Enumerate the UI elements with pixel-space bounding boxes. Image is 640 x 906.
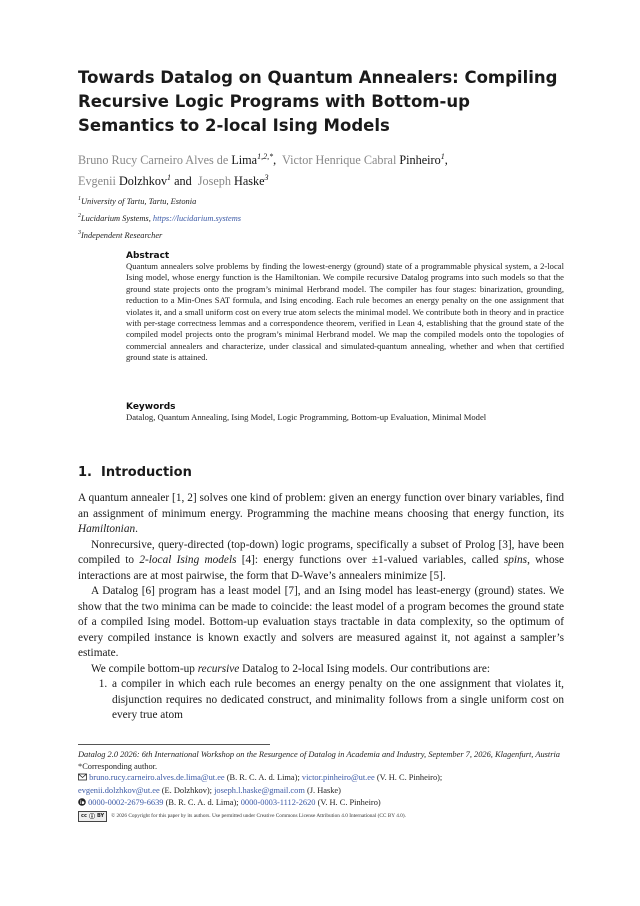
author-last: Haske	[234, 174, 265, 189]
orcid-link[interactable]: 0000-0002-2679-6639	[88, 797, 164, 807]
corresponding-note: *Corresponding author.	[78, 761, 158, 771]
abstract-heading: Abstract	[126, 251, 170, 261]
email-link[interactable]: evgenii.dolzhkov@ut.ee	[78, 786, 160, 796]
email-link[interactable]: joseph.l.haske@gmail.com	[214, 786, 305, 796]
email-owner: (J. Haske)	[306, 786, 341, 796]
emphasis: 2-local Ising models	[139, 554, 237, 566]
orcid-icon	[78, 798, 86, 810]
text-run: Datalog to 2-local Ising models. Our contributions are:	[239, 662, 490, 675]
comma: ,	[444, 153, 448, 168]
author-list	[78, 148, 578, 190]
affil-text: Independent Researcher	[81, 230, 163, 240]
paragraph: A Datalog [6] program has a least model [7], and an Ising model has least-energy (ground) states. We show that the two minima can be made to coincide: the least model of a program becomes the ground state of a compiled Ising model. Bottom-up evaluation stays tractable in data complexity, so the optimum of every compiled instance is known exactly and solvers are measured against it, not against a sampler’s estimate.	[78, 585, 564, 659]
email-link[interactable]: bruno.rucy.carneiro.alves.de.lima@ut.ee	[89, 773, 225, 783]
text-run: Nonrecursive, query-directed (top-down) logic programs, specifically a subset of Prolog [3], have been compiled to	[78, 538, 564, 566]
orcid-link[interactable]: 0000-0003-1112-2620	[240, 797, 316, 807]
author-first: Joseph	[197, 174, 231, 189]
orcid-owner: (V. H. C. Pinheiro)	[317, 797, 381, 807]
email-link[interactable]: victor.pinheiro@ut.ee	[301, 773, 375, 783]
comma: ,	[273, 153, 277, 168]
and-word: and	[174, 174, 192, 189]
email-owner: (E. Dolzhkov);	[161, 786, 213, 796]
license-line	[78, 811, 568, 823]
author-sup: 1,2,*	[257, 152, 274, 161]
author-sup: 1	[167, 173, 172, 183]
section-body	[78, 491, 564, 724]
conference-note: Datalog 2.0 2026: 6th International Workshop on the Resurgence of Datalog in Academia and Industry, September 7, 2026, Klagenfurt, Austria	[78, 750, 560, 759]
by-mark: BY	[96, 812, 105, 819]
section-title: Introduction	[101, 465, 192, 480]
affil-sup: 3	[78, 229, 81, 236]
orcid-owner: (B. R. C. A. d. Lima);	[165, 797, 239, 807]
section-heading	[78, 465, 192, 480]
orcid-line	[78, 797, 568, 810]
contribution-list	[78, 677, 564, 724]
keywords-section	[126, 402, 564, 423]
affil-url-link[interactable]: https://lucidarium.systems	[152, 213, 242, 223]
author-sup: 1	[440, 152, 445, 161]
affiliation-item	[78, 192, 578, 209]
affil-text: University of Tartu, Tartu, Estonia	[81, 196, 197, 206]
author-first: Bruno Rucy Carneiro Alves de	[78, 153, 229, 168]
affil-sup: 2	[78, 212, 81, 219]
license-text: © 2026 Copyright for this paper by its authors. Use permitted under Creative Commons License Attribution 4.0 International (CC BY 4.0).	[111, 812, 406, 819]
author-last: Dolzhkov	[118, 174, 168, 189]
paragraph	[78, 538, 564, 585]
paragraph	[78, 662, 564, 678]
affiliations	[78, 192, 578, 242]
person-icon	[89, 813, 95, 819]
author-sup: 3	[264, 173, 269, 183]
email-line	[78, 772, 568, 796]
emphasis: Hamiltonian	[78, 523, 136, 535]
paragraph	[78, 491, 564, 538]
author-last: Lima	[231, 153, 258, 168]
keywords-heading: Keywords	[126, 402, 176, 412]
footnotes	[78, 749, 568, 822]
abstract-section	[126, 251, 564, 364]
text-run: .	[135, 523, 138, 535]
text-run: A quantum annealer [1, 2] solves one kind of problem: given an energy function over binary variables, find an assignment of minimum energy. Programming the machine means choosing that energy function, its	[78, 492, 564, 520]
footnote-rule	[78, 744, 270, 745]
author-last: Pinheiro	[399, 153, 441, 168]
email-owner: (B. R. C. A. d. Lima);	[226, 773, 300, 783]
email-owner: (V. H. C. Pinheiro);	[376, 773, 443, 783]
cc-mark: cc	[81, 812, 87, 819]
text-run: We compile bottom-up	[91, 662, 198, 675]
affil-text: Lucidarium Systems,	[81, 213, 151, 223]
cc-by-badge[interactable]	[78, 811, 107, 822]
section-number: 1.	[78, 465, 92, 480]
text-run: , whose interactions are at most pairwise, the form that D-Wave’s annealers minimize [5].	[78, 554, 565, 582]
author-first: Evgenii	[78, 174, 116, 189]
author-first: Victor Henrique Cabral	[282, 153, 397, 168]
emphasis: recursive	[197, 662, 240, 675]
affil-sup: 1	[78, 196, 81, 202]
text-run: [4]: energy functions over ±1-valued variables, called	[236, 554, 504, 566]
paper-title: Towards Datalog on Quantum Annealers: Compiling Recursive Logic Programs with Bottom-up Semantics to 2-local Ising Models	[78, 68, 558, 135]
keywords-text: Datalog, Quantum Annealing, Ising Model, Logic Programming, Bottom-up Evaluation, Minimal Model	[126, 412, 487, 422]
envelope-icon	[78, 773, 87, 785]
emphasis: spins	[503, 554, 528, 566]
abstract-text: Quantum annealers solve problems by finding the lowest-energy (ground) state of a programmable physical system, a 2-local Ising model, whose energy function is the Hamiltonian. We compile recursive Datalog programs into such models so that the ground state projects onto the program’s minimal Herbrand model. The compiler has four stages: binarization, grounding, reduction to a Min-Ones SAT formula, and Ising encoding. Each rule becomes an energy penalty on the one assignment that violates it, and a small uniform cost on every true atom selects the minimal model. We contribute both in theory and in practice with per-stage correctness lemmas and a correspondence theorem, verified in Lean 4, establishing that the ground state of the compiled model projects onto the program’s minimal Herbrand model. We map the compiled models onto the topologies of commercial annealers and characterize, under classical and simulated-quantum annealing, whether and when that certified ground state is attained.	[126, 261, 564, 363]
list-item: 1. a compiler in which each rule becomes an energy penalty on the one assignment that violates it, disjunction requires no dedicated construct, and minimality follows from a single uniform cost on every true atom	[110, 677, 564, 724]
affiliation-item	[78, 226, 578, 243]
affiliation-item	[78, 209, 578, 226]
